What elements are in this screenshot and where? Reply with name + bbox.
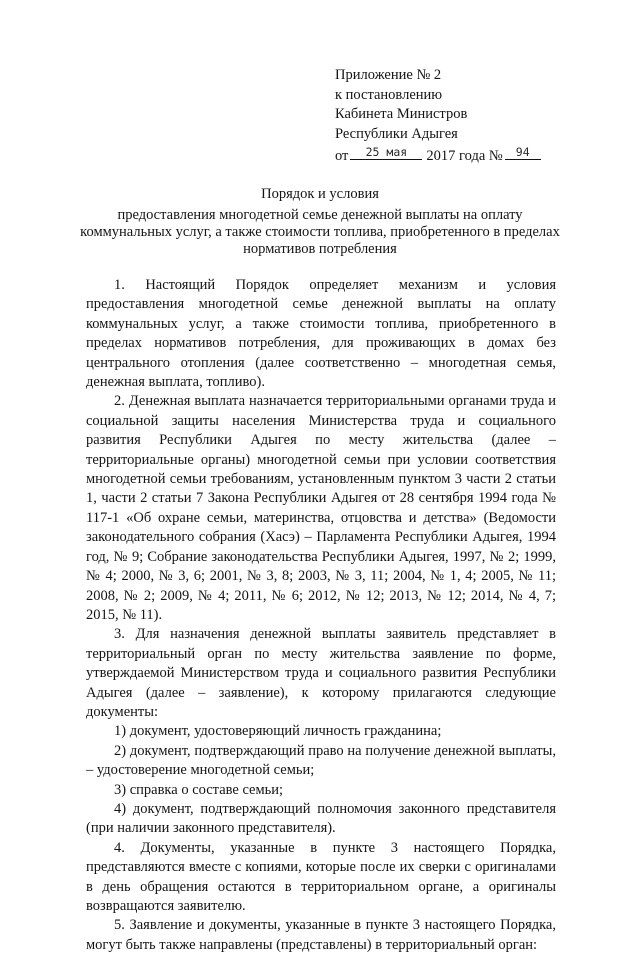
date-prefix: от — [335, 148, 349, 164]
paragraph-5: 5. Заявление и документы, указанные в пункте 3 настоящего Порядка, могут быть также направлены (представлены) в территориальный орган: — [86, 917, 556, 953]
appendix-line-2: к постановлению — [335, 86, 443, 103]
document-body — [86, 276, 556, 955]
handwritten-number: 94 — [515, 145, 530, 159]
date-blank — [350, 144, 422, 160]
number-blank — [505, 144, 541, 160]
list-item-2: 2) документ, подтверждающий право на получение денежной выплаты, – удостоверение многодетной семьи; — [86, 742, 556, 779]
title-line-1: Порядок и условия — [261, 186, 379, 202]
title-line-2: предоставления многодетной семье денежной выплаты на оплату коммунальных услуг, а также стоимости топлива, приобретенного в пределах нормативов потребления — [80, 207, 560, 257]
appendix-line-3: Кабинета Министров — [335, 106, 468, 122]
list-item-1: 1) документ, удостоверяющий личность гражданина; — [114, 723, 442, 740]
paragraph-3: 3. Для назначения денежной выплаты заявитель представляет в территориальный орган по месту жительства заявление по форме, утверждаемой Министерством труда и социального развития Республики Адыгея (далее – заявление), к которому прилагаются следующие документы: — [86, 626, 556, 720]
list-item-4: 4) документ, подтверждающий полномочия законного представителя (при наличии законного представителя). — [86, 800, 556, 837]
paragraph-1: 1. Настоящий Порядок определяет механизм и условия предоставления многодетной семье денежной выплаты на оплату коммунальных услуг, а также стоимости топлива, приобретенного в пределах нормативов потребления, для проживающих в домах без центрального отопления (далее соответственно – многодетная семья, денежная выплата, топливо). — [86, 277, 556, 391]
list-item-3: 3) справка о составе семьи; — [114, 781, 284, 798]
appendix-date-line — [335, 144, 615, 167]
handwritten-day: 25 мая — [365, 145, 408, 159]
paragraph-4: 4. Документы, указанные в пункте 3 настоящего Порядка, представляются вместе с копиями, которые после их сверки с оригиналами в день обращения остаются в территориальном органе, а оригиналы возвращаются заявителю. — [86, 839, 556, 914]
appendix-line-4: Республики Адыгея — [335, 125, 458, 142]
paragraph-2: 2. Денежная выплата назначается территориальными органами труда и социальной защиты населения Министерства труда и социального развития Республики Адыгея по месту жительства (далее – территориальные органы) многодетной семьи при условии соответствия многодетной семьи требованиям, установленным пунктом 3 части 2 статьи 1, части 2 статьи 7 Закона Республики Адыгея от 28 сентября 1994 года № 117-1 «Об охране семьи, материнства, отцовства и детства» (Ведомости законодательного собрания (Хасэ) – Парламента Республики Адыгея, 1994 год, № 9; Собрание законодательства Республики Адыгея, 1997, № 2; 1999, № 4; 2000, № 3, 6; 2001, № 3, 8; 2003, № 3, 11; 2004, № 1, 4; 2005, № 11; 2008, № 2; 2009, № 4; 2011, № 6; 2012, № 12; 2013, № 12; 2014, № 4, 7; 2015, № 11). — [86, 393, 556, 623]
document-title — [80, 186, 560, 258]
appendix-header — [335, 66, 615, 167]
year-text: 2017 года № — [426, 148, 503, 164]
appendix-line-1: Приложение № 2 — [335, 67, 442, 83]
